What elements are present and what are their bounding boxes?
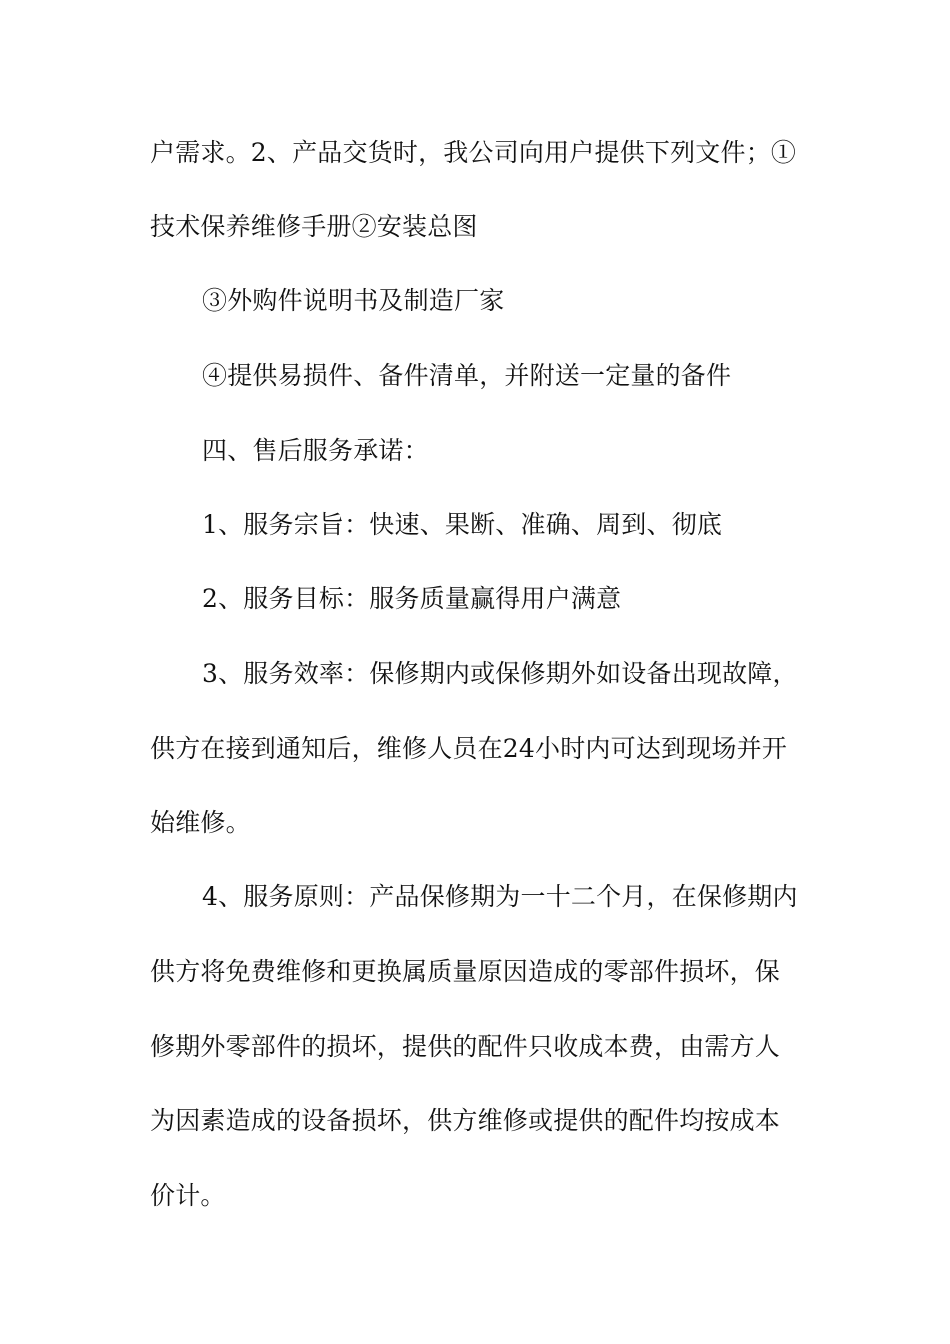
- section-heading: 四、售后服务承诺：: [202, 436, 429, 465]
- text-line: ③外购件说明书及制造厂家: [202, 286, 505, 315]
- text-line: 1、服务宗旨：快速、果断、准确、周到、彻底: [202, 510, 723, 539]
- text-line: 价计。: [150, 1181, 226, 1210]
- text-line: 始维修。: [150, 808, 251, 837]
- text-line: ④提供易损件、备件清单，并附送一定量的备件: [202, 361, 732, 390]
- text-line: 供方在接到通知后，维修人员在24小时内可达到现场并开: [150, 734, 788, 763]
- text-line: 技术保养维修手册②安装总图: [150, 212, 478, 241]
- text-line: 供方将免费维修和更换属质量原因造成的零部件损坏，保: [150, 957, 781, 986]
- text-line: 为因素造成的设备损坏，供方维修或提供的配件均按成本: [150, 1106, 781, 1135]
- text-line: 户需求。2、产品交货时，我公司向用户提供下列文件；①: [150, 138, 797, 167]
- text-line: 3、服务效率：保修期内或保修期外如设备出现故障，: [202, 659, 798, 688]
- text-line: 2、服务目标：服务质量赢得用户满意: [202, 584, 622, 613]
- text-line: 修期外零部件的损坏，提供的配件只收成本费，由需方人: [150, 1032, 781, 1061]
- text-line: 4、服务原则：产品保修期为一十二个月，在保修期内: [202, 882, 798, 911]
